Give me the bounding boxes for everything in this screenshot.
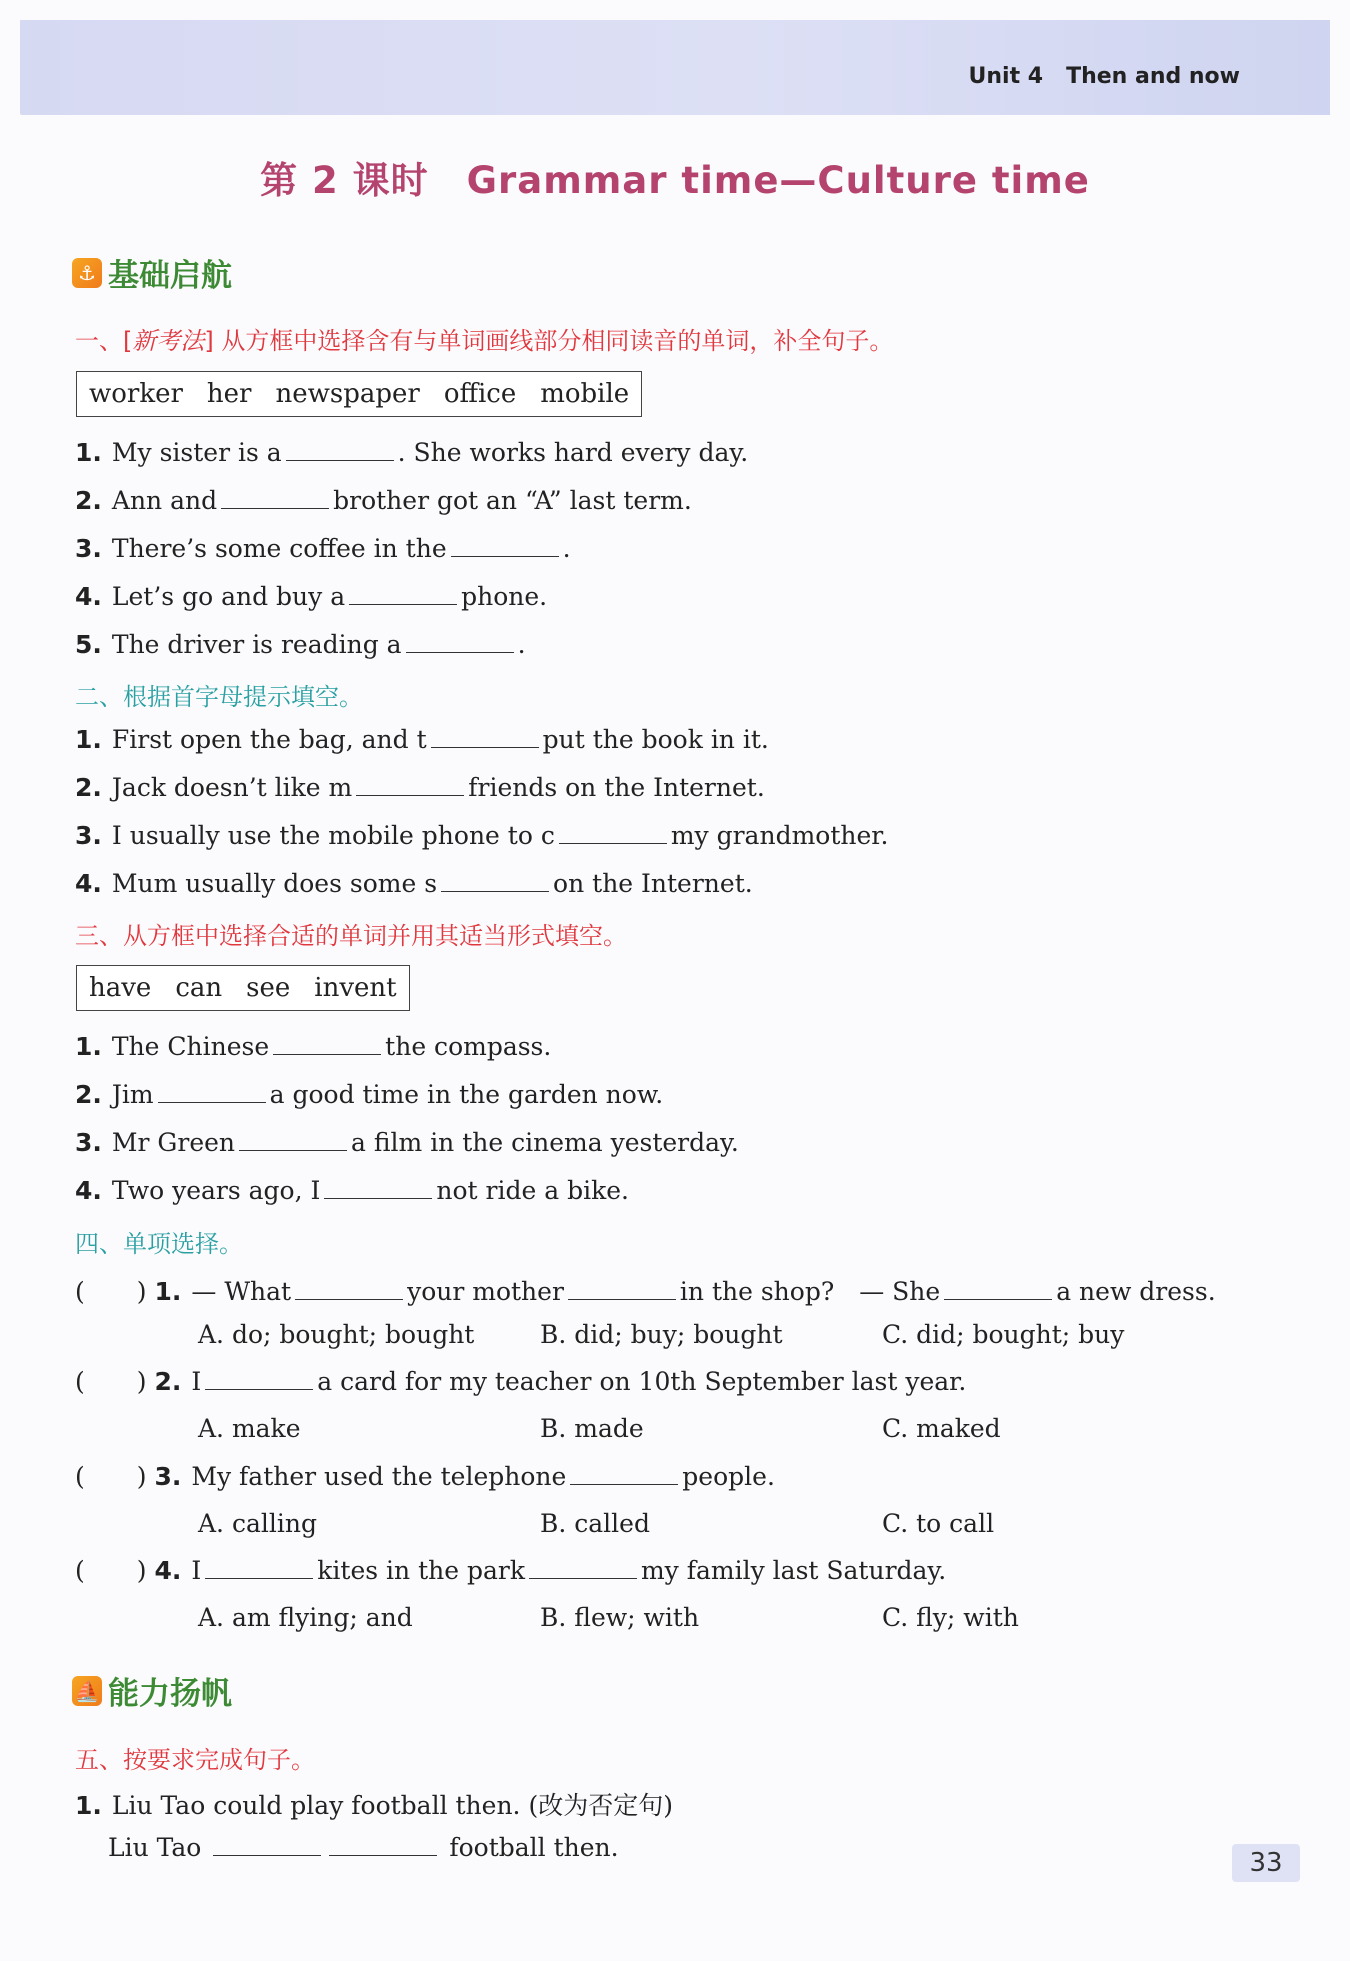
answer-blank[interactable]	[295, 1277, 403, 1300]
q1-item: 1. My sister is a . She works hard every day.	[75, 438, 749, 467]
answer-blank[interactable]	[431, 725, 539, 748]
q1-instruction: 一、[新考法] 从方框中选择含有与单词画线部分相同读音的单词，补全句子。	[75, 327, 894, 355]
answer-blank[interactable]	[221, 486, 329, 509]
option-c[interactable]: C. to call	[882, 1509, 995, 1538]
option-c[interactable]: C. fly; with	[882, 1603, 1019, 1632]
q1-item: 2. Ann and brother got an “A” last term.	[75, 486, 692, 515]
anchor-icon: ⚓	[72, 258, 102, 288]
answer-blank[interactable]	[441, 869, 549, 892]
q4-instruction: 四、单项选择。	[75, 1230, 243, 1258]
answer-blank[interactable]	[570, 1462, 678, 1485]
q3-instruction: 三、从方框中选择合适的单词并用其适当形式填空。	[75, 922, 627, 950]
q4-item: ( ) 4. I kites in the park my family last Saturday.	[75, 1556, 947, 1585]
section-header-ability	[72, 1668, 232, 1713]
answer-blank[interactable]	[158, 1080, 266, 1103]
section-label: 能力扬帆	[108, 1676, 232, 1712]
answer-blank[interactable]	[273, 1032, 381, 1055]
q2-instruction: 二、根据首字母提示填空。	[75, 683, 363, 711]
option-a[interactable]: A. make	[198, 1414, 301, 1443]
option-c[interactable]: C. maked	[882, 1414, 1001, 1443]
answer-blank[interactable]	[286, 438, 394, 461]
q3-item: 3. Mr Green a film in the cinema yesterday.	[75, 1128, 739, 1157]
answer-blank[interactable]	[205, 1367, 313, 1390]
q1-item: 3. There’s some coffee in the .	[75, 534, 571, 563]
q2-item: 4. Mum usually does some s on the Internet.	[75, 869, 753, 898]
option-b[interactable]: B. called	[540, 1509, 650, 1538]
answer-blank[interactable]	[205, 1556, 313, 1579]
q2-item: 2. Jack doesn’t like m friends on the Internet.	[75, 773, 765, 802]
section-header-basic	[72, 250, 232, 295]
answer-blank[interactable]	[349, 582, 457, 605]
q1-word-box: worker her newspaper office mobile	[76, 371, 642, 417]
q3-word-box: have can see invent	[76, 965, 410, 1011]
answer-blank[interactable]	[568, 1277, 676, 1300]
section-label: 基础启航	[108, 258, 232, 294]
q1-item: 5. The driver is reading a .	[75, 630, 526, 659]
q5-answer-line: Liu Tao football then.	[108, 1833, 619, 1862]
q5-item: 1. Liu Tao could play football then. (改为否定句)	[75, 1791, 673, 1820]
page-number: 33	[1232, 1844, 1300, 1882]
q4-item: ( ) 2. I a card for my teacher on 10th September last year.	[75, 1367, 967, 1396]
answer-blank[interactable]	[213, 1833, 321, 1856]
option-a[interactable]: A. am flying; and	[198, 1603, 413, 1632]
q3-item: 2. Jim a good time in the garden now.	[75, 1080, 664, 1109]
new-format-tag: 新考法	[132, 327, 205, 355]
option-b[interactable]: B. did; buy; bought	[540, 1320, 783, 1349]
answer-blank[interactable]	[451, 534, 559, 557]
option-c[interactable]: C. did; bought; buy	[882, 1320, 1125, 1349]
answer-blank[interactable]	[529, 1556, 637, 1579]
answer-blank[interactable]	[239, 1128, 347, 1151]
sail-icon: ⛵	[72, 1676, 102, 1706]
q2-item: 1. First open the bag, and t put the book in it.	[75, 725, 769, 754]
q5-instruction: 五、按要求完成句子。	[75, 1746, 315, 1774]
answer-blank[interactable]	[944, 1277, 1052, 1300]
answer-blank[interactable]	[559, 821, 667, 844]
option-b[interactable]: B. made	[540, 1414, 644, 1443]
answer-blank[interactable]	[329, 1833, 437, 1856]
answer-blank[interactable]	[324, 1176, 432, 1199]
q4-item: ( ) 3. My father used the telephone people.	[75, 1462, 775, 1491]
option-b[interactable]: B. flew; with	[540, 1603, 700, 1632]
q3-item: 1. The Chinese the compass.	[75, 1032, 552, 1061]
option-a[interactable]: A. calling	[198, 1509, 317, 1538]
answer-blank[interactable]	[356, 773, 464, 796]
q4-item: ( ) 1. — What your mother in the shop? — She a new dress.	[75, 1277, 1216, 1306]
running-header	[969, 64, 1240, 89]
q2-item: 3. I usually use the mobile phone to c my grandmother.	[75, 821, 889, 850]
unit-number: Unit 4	[968, 64, 1044, 89]
answer-blank[interactable]	[406, 630, 514, 653]
lesson-title: 第 2 课时 Grammar time—Culture time	[260, 159, 1090, 202]
q1-item: 4. Let’s go and buy a phone.	[75, 582, 548, 611]
unit-topic: Then and now	[1066, 64, 1240, 89]
q3-item: 4. Two years ago, I not ride a bike.	[75, 1176, 629, 1205]
option-a[interactable]: A. do; bought; bought	[198, 1320, 475, 1349]
